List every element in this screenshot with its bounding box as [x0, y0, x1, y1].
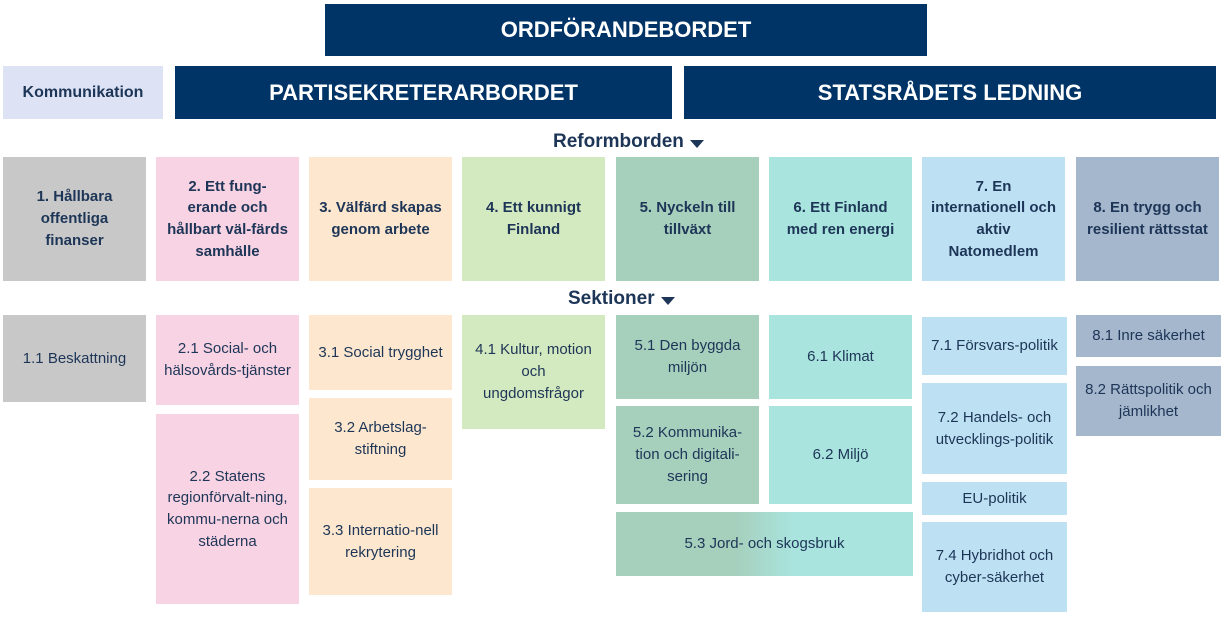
reform-card-3	[309, 157, 452, 281]
caret-down-icon	[690, 140, 704, 148]
reform-card-1	[3, 157, 146, 281]
section-3-3-label: 3.3 Internatio-nell rekrytering	[322, 521, 439, 561]
reform-card-1-title: 1. Hållbara offentliga finanser	[36, 188, 113, 249]
reform-card-5-title: 5. Nyckeln till tillväxt	[639, 199, 736, 238]
sections-heading	[568, 288, 675, 310]
sections-label: Sektioner	[568, 288, 655, 309]
communication-box	[3, 66, 163, 119]
section-2-2-label: 2.2 Statens regionförvalt-ning, kommu-nerna och städerna	[167, 467, 288, 550]
government-leadership-box	[684, 66, 1216, 119]
section-7-1-label: 7.1 Försvars-politik	[931, 337, 1058, 355]
reform-tables-heading	[553, 131, 704, 153]
section-5-2	[616, 406, 759, 504]
caret-down-icon	[661, 297, 675, 305]
reform-card-3-title: 3. Välfärd skapas genom arbete	[319, 199, 442, 238]
section-4-1	[462, 315, 605, 429]
section-6-1-label: 6.1 Klimat	[807, 348, 874, 366]
section-3-1-label: 3.1 Social trygghet	[318, 343, 443, 361]
section-6-1	[769, 315, 912, 399]
section-7-4	[922, 522, 1067, 612]
reform-card-6	[769, 157, 912, 281]
section-3-2-label: 3.2 Arbetslag-stiftning	[334, 419, 427, 458]
section-2-2	[156, 414, 299, 604]
reform-card-6-title: 6. Ett Finland med ren energi	[786, 199, 895, 238]
section-3-3	[309, 488, 452, 595]
section-7-4-label: 7.4 Hybridhot och cyber-säkerhet	[935, 547, 1054, 586]
section-3-1	[309, 315, 452, 390]
section-4-1-label: 4.1 Kultur, motion och ungdomsfrågor	[475, 341, 592, 402]
section-2-1	[156, 315, 299, 405]
section-1-1	[3, 315, 146, 402]
section-5-3	[616, 512, 913, 576]
section-8-1	[1076, 315, 1221, 357]
section-6-2	[769, 406, 912, 504]
reform-tables-label: Reformborden	[553, 131, 684, 152]
section-7-3	[922, 482, 1067, 515]
section-3-2	[309, 398, 452, 480]
section-8-1-label: 8.1 Inre säkerhet	[1092, 327, 1205, 345]
reform-card-2-title: 2. Ett fung-erande och hållbart väl-färds samhälle	[167, 177, 288, 260]
section-5-2-label: 5.2 Kommunika-tion och digitali-sering	[632, 424, 743, 485]
section-7-2	[922, 383, 1067, 474]
section-5-3-label: 5.3 Jord- och skogsbruk	[684, 535, 845, 553]
section-7-1	[922, 317, 1067, 375]
reform-card-8	[1076, 157, 1219, 281]
party-secretaries-label: PARTISEKRETERARBORDET	[269, 79, 578, 105]
chair-table-box	[325, 4, 927, 56]
section-7-2-label: 7.2 Handels- och utvecklings-politik	[935, 408, 1054, 448]
section-5-1	[616, 315, 759, 399]
reform-card-7	[922, 157, 1065, 281]
section-7-3-label: EU-politik	[962, 489, 1027, 507]
section-8-2-label: 8.2 Rättspolitik och jämlikhet	[1085, 381, 1212, 420]
communication-label: Kommunikation	[22, 83, 144, 101]
section-8-2	[1076, 366, 1221, 436]
section-1-1-label: 1.1 Beskattning	[22, 349, 127, 367]
reform-card-7-title: 7. En internationell och aktiv Natomedlem	[930, 177, 1056, 260]
chair-table-label: ORDFÖRANDEBORDET	[500, 17, 752, 43]
reform-card-4-title: 4. Ett kunnigt Finland	[486, 199, 581, 238]
reform-card-8-title: 8. En trygg och resilient rättsstat	[1087, 199, 1208, 238]
reform-card-2	[156, 157, 299, 281]
section-6-2-label: 6.2 Miljö	[812, 446, 869, 464]
reform-card-4	[462, 157, 605, 281]
reform-card-5	[616, 157, 759, 281]
section-2-1-label: 2.1 Social- och hälsovårds-tjänster	[164, 340, 291, 379]
party-secretaries-box	[175, 66, 672, 119]
section-5-1-label: 5.1 Den byggda miljön	[634, 337, 741, 376]
government-leadership-label: STATSRÅDETS LEDNING	[817, 79, 1083, 105]
